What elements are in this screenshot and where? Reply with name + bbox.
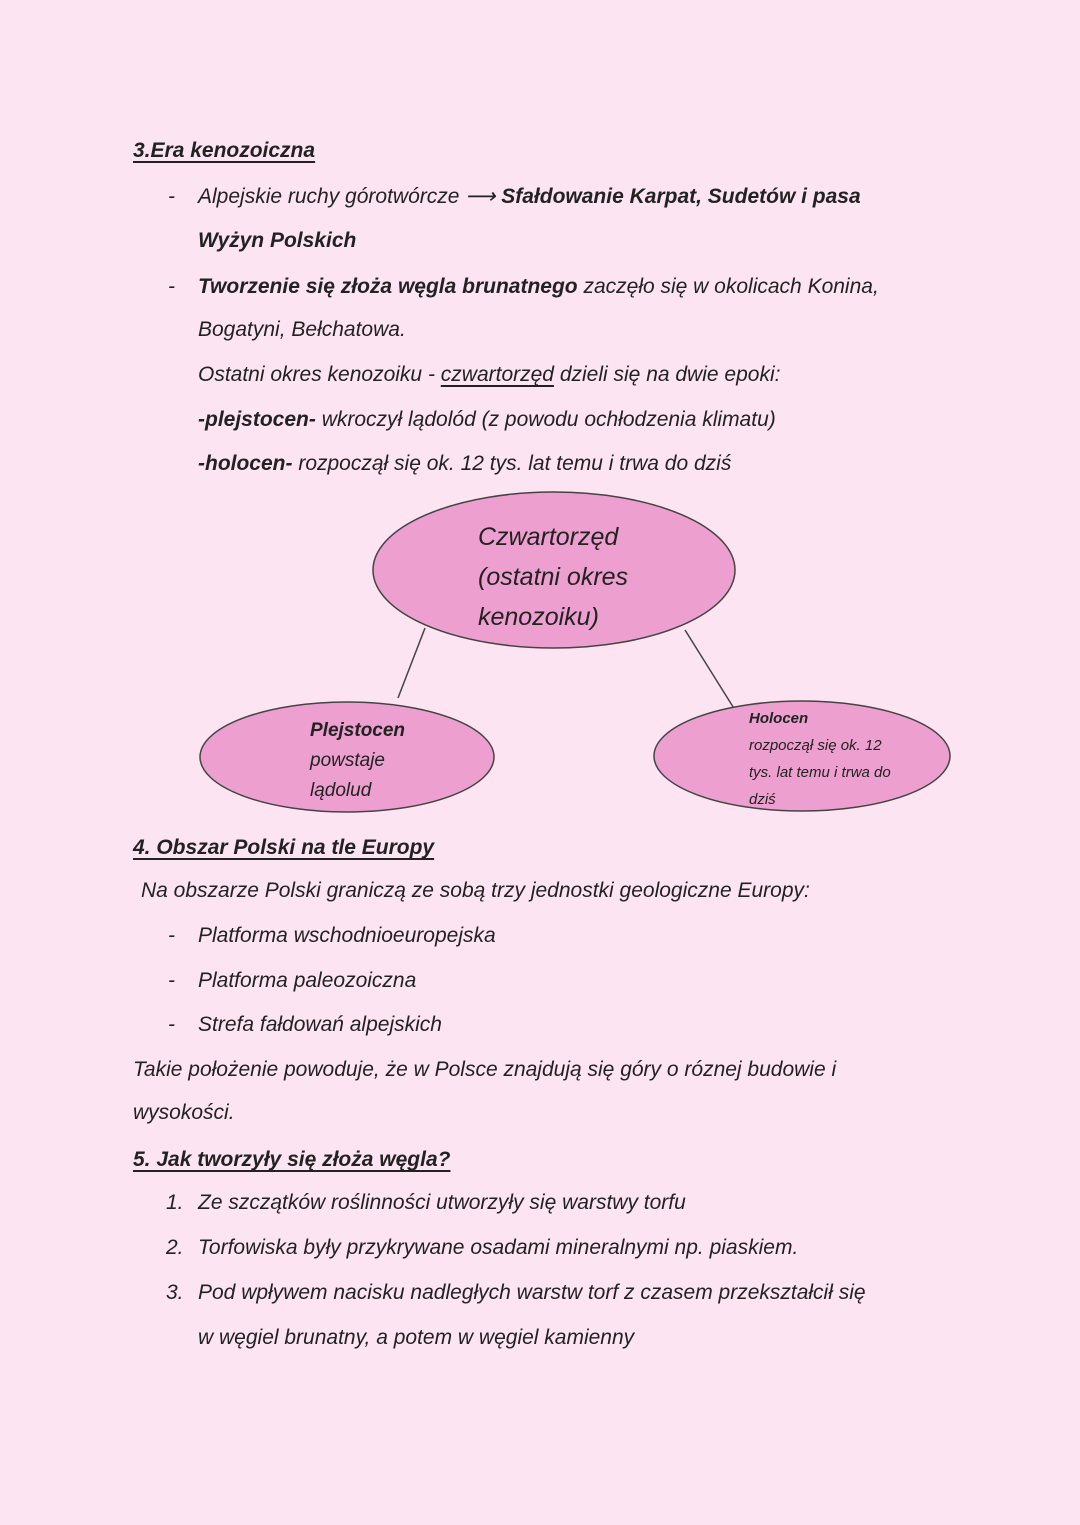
text: kenozoiku) — [478, 603, 599, 631]
bullet-dash: - — [168, 185, 175, 208]
bold-text: Sfałdowanie Karpat, Sudetów i pasa — [501, 185, 861, 208]
section-4-intro: Na obszarze Polski graniczą ze sobą trzy jednostki geologiczne Europy: — [141, 879, 810, 902]
bold-text: -holocen- — [198, 452, 293, 475]
text: tys. lat temu i trwa do — [749, 764, 891, 781]
list-item: Platforma wschodnioeuropejska — [198, 924, 496, 947]
bullet-dash: - — [168, 275, 175, 298]
bullet-dash: - — [168, 924, 175, 947]
list-item: Platforma paleozoiczna — [198, 969, 417, 992]
text: Alpejskie ruchy górotwórcze — [198, 185, 460, 208]
step-number: 2. — [166, 1236, 184, 1259]
text: zaczęło się w okolicach Konina, — [583, 275, 879, 298]
list-item: Strefa fałdowań alpejskich — [198, 1013, 442, 1036]
text: Ostatni okres kenozoiku - — [198, 363, 441, 386]
section-4-summary: Takie położenie powoduje, że w Polsce znajdują się góry o róznej budowie i — [133, 1058, 837, 1081]
section-4-heading: 4. Obszar Polski na tle Europy — [133, 836, 435, 859]
step-text: Torfowiska były przykrywane osadami mineralnymi np. piaskiem. — [198, 1236, 799, 1259]
title: Plejstocen — [310, 720, 406, 741]
section-4-summary-cont: wysokości. — [133, 1101, 235, 1124]
step-text: Pod wpływem nacisku nadległych warstw torf z czasem przekształcił się — [198, 1281, 866, 1304]
text: dzieli się na dwie epoki: — [553, 363, 781, 386]
bullet-dash: - — [168, 1013, 175, 1036]
text: wkroczył lądolód (z powodu ochłodzenia klimatu) — [315, 408, 776, 431]
bold-text: Tworzenie się złoża węgla brunatnego — [198, 275, 578, 298]
text: rozpoczął się ok. 12 tys. lat temu i trwa do dziś — [292, 452, 732, 475]
section-3-heading: 3.Era kenozoiczna — [133, 139, 316, 162]
text: powstaje — [310, 750, 385, 771]
center-node-text — [478, 517, 628, 637]
text: (ostatni okres — [478, 563, 629, 591]
bold-text: Wyżyn Polskich — [198, 229, 357, 252]
section-5-heading: 5. Jak tworzyły się złoża węgla? — [133, 1148, 451, 1171]
text: Czwartorzęd — [478, 523, 619, 551]
holocene-node-text — [749, 705, 891, 813]
title: Holocen — [749, 710, 809, 727]
text: dziś — [749, 791, 776, 808]
text: rozpoczął się ok. 12 — [749, 737, 882, 754]
text-line: Bogatyni, Bełchatowa. — [198, 318, 406, 341]
connector-line — [685, 630, 735, 710]
text: lądolud — [310, 780, 372, 801]
step-text: Ze szczątków roślinności utworzyły się warstwy torfu — [198, 1191, 686, 1214]
step-number: 1. — [166, 1191, 184, 1214]
step-number: 3. — [166, 1281, 184, 1304]
pleistocene-node-text — [310, 716, 405, 806]
arrow-icon: ⟶ — [465, 185, 496, 208]
underlined-term: czwartorzęd — [440, 363, 554, 386]
step-text-cont: w węgiel brunatny, a potem w węgiel kamienny — [198, 1326, 635, 1349]
bullet-dash: - — [168, 969, 175, 992]
connector-line — [398, 628, 425, 698]
bold-text: -plejstocen- — [198, 408, 316, 431]
